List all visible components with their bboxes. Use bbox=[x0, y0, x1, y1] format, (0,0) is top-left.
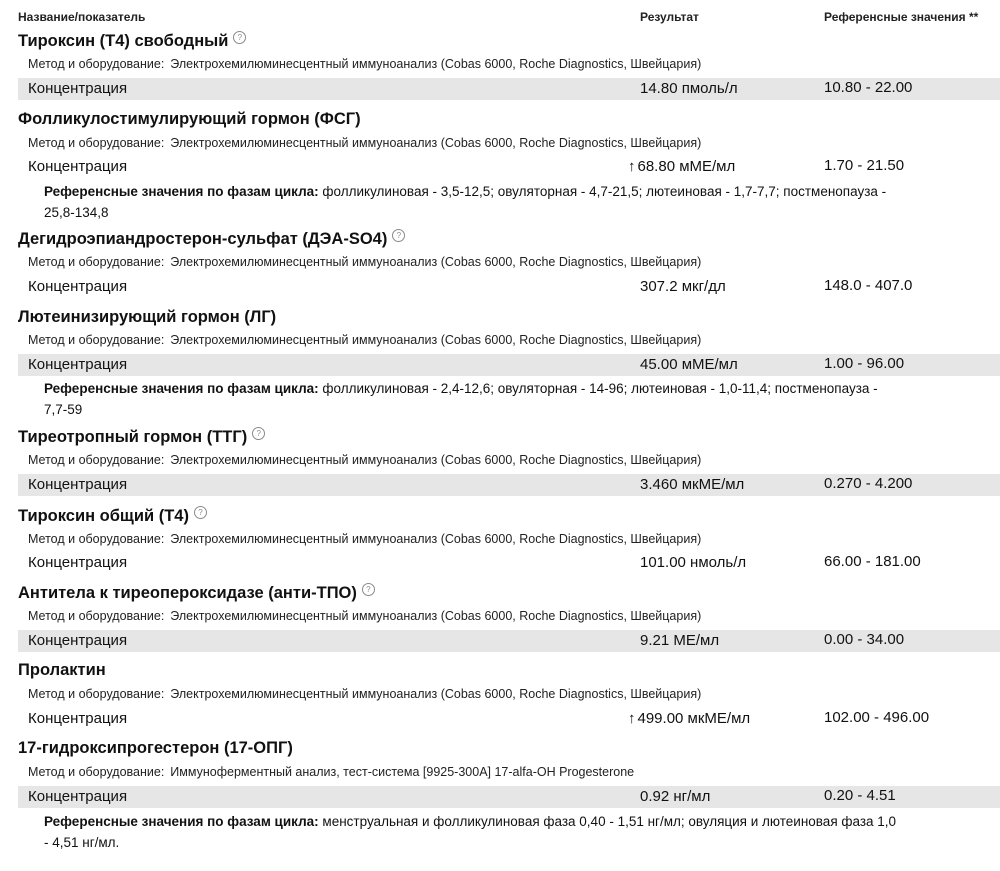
result-row bbox=[18, 156, 1000, 178]
test-title: Тироксин общий (Т4) ? bbox=[18, 506, 207, 526]
result-value: 307.2 мкг/дл bbox=[640, 278, 726, 295]
test-method: Метод и оборудование: Электрохемилюминесцентный иммуноанализ (Cobas 6000, Roche Diagnostics, Швейцария) bbox=[28, 453, 702, 467]
test-title: Пролактин bbox=[18, 661, 106, 679]
test-method: Метод и оборудование: Электрохемилюминесцентный иммуноанализ (Cobas 6000, Roche Diagnostics, Швейцария) bbox=[28, 609, 702, 623]
help-icon[interactable]: ? bbox=[233, 31, 246, 44]
param-name: Концентрация bbox=[28, 80, 128, 97]
test-method: Метод и оборудование: Электрохемилюминесцентный иммуноанализ (Cobas 6000, Roche Diagnostics, Швейцария) bbox=[28, 255, 702, 269]
test-title: Тиреотропный гормон (ТТГ) ? bbox=[18, 427, 265, 447]
result-value: 14.80 пмоль/л bbox=[640, 80, 738, 97]
test-title: Антитела к тиреопероксидазе (анти-ТПО) ? bbox=[18, 583, 375, 603]
result-row bbox=[18, 630, 1000, 652]
result-value: 45.00 мМЕ/мл bbox=[640, 356, 738, 373]
test-method: Метод и оборудование: Электрохемилюминесцентный иммуноанализ (Cobas 6000, Roche Diagnostics, Швейцария) bbox=[28, 532, 702, 546]
test-title: 17-гидроксипрогестерон (17-ОПГ) bbox=[18, 739, 293, 757]
param-name: Концентрация bbox=[28, 476, 128, 493]
reference-range: 148.0 - 407.0 bbox=[824, 277, 913, 294]
reference-range: 0.00 - 34.00 bbox=[824, 631, 905, 648]
column-header-reference: Референсные значения ** bbox=[824, 10, 979, 24]
help-icon[interactable]: ? bbox=[392, 229, 405, 242]
result-row bbox=[18, 354, 1000, 376]
reference-range: 66.00 - 181.00 bbox=[824, 553, 921, 570]
test-method: Метод и оборудование: Иммуноферментный анализ, тест-система [9925-300А] 17-alfa-OH Progesterone bbox=[28, 765, 635, 779]
help-icon[interactable]: ? bbox=[252, 427, 265, 440]
test-title: Лютеинизирующий гормон (ЛГ) bbox=[18, 308, 277, 326]
arrow-up-icon: ↑ bbox=[628, 158, 636, 175]
test-method: Метод и оборудование: Электрохемилюминесцентный иммуноанализ (Cobas 6000, Roche Diagnostics, Швейцария) bbox=[28, 687, 702, 701]
test-title: Фолликулостимулирующий гормон (ФСГ) bbox=[18, 110, 361, 128]
result-value: ↑ 68.80 мМЕ/мл bbox=[628, 158, 736, 175]
phase-reference-note: Референсные значения по фазам цикла: фолликулиновая - 3,5-12,5; овуляторная - 4,7-21,5; лютеиновая - 1,7-7,7; постменопауза - 25,8-134,8 bbox=[44, 184, 887, 220]
result-row bbox=[18, 708, 1000, 730]
reference-range: 0.270 - 4.200 bbox=[824, 475, 913, 492]
result-value: ↑ 499.00 мкМЕ/мл bbox=[628, 710, 751, 727]
phase-reference-note: Референсные значения по фазам цикла: фолликулиновая - 2,4-12,6; овуляторная - 14-96; лютеиновая - 1,0-11,4; постменопауза - 7,7-59 bbox=[44, 381, 878, 417]
reference-range: 1.00 - 96.00 bbox=[824, 355, 905, 372]
param-name: Концентрация bbox=[28, 788, 128, 805]
help-icon[interactable]: ? bbox=[362, 583, 375, 596]
result-row bbox=[18, 276, 1000, 298]
column-header-result: Результат bbox=[640, 10, 699, 24]
param-name: Концентрация bbox=[28, 158, 128, 175]
result-row bbox=[18, 78, 1000, 100]
param-name: Концентрация bbox=[28, 356, 128, 373]
result-value: 9.21 МЕ/мл bbox=[640, 632, 720, 649]
param-name: Концентрация bbox=[28, 710, 128, 727]
result-row bbox=[18, 786, 1000, 808]
test-title: Тироксин (Т4) свободный ? bbox=[18, 31, 246, 51]
arrow-up-icon: ↑ bbox=[628, 710, 636, 727]
param-name: Концентрация bbox=[28, 278, 128, 295]
result-value: 0.92 нг/мл bbox=[640, 788, 711, 805]
column-header-name: Название/показатель bbox=[18, 10, 146, 24]
test-method: Метод и оборудование: Электрохемилюминесцентный иммуноанализ (Cobas 6000, Roche Diagnostics, Швейцария) bbox=[28, 136, 702, 150]
test-method: Метод и оборудование: Электрохемилюминесцентный иммуноанализ (Cobas 6000, Roche Diagnostics, Швейцария) bbox=[28, 57, 702, 71]
reference-range: 102.00 - 496.00 bbox=[824, 709, 930, 726]
result-row bbox=[18, 552, 1000, 574]
phase-reference-note: Референсные значения по фазам цикла: менструальная и фолликулиновая фаза 0,40 - 1,51 нг/мл; овуляция и лютеиновая фаза 1,0 - 4,51 нг/мл. bbox=[44, 814, 897, 850]
help-icon[interactable]: ? bbox=[194, 506, 207, 519]
result-value: 101.00 нмоль/л bbox=[640, 554, 747, 571]
reference-range: 10.80 - 22.00 bbox=[824, 79, 913, 96]
test-method: Метод и оборудование: Электрохемилюминесцентный иммуноанализ (Cobas 6000, Roche Diagnostics, Швейцария) bbox=[28, 333, 702, 347]
reference-range: 1.70 - 21.50 bbox=[824, 157, 905, 174]
test-title: Дегидроэпиандростерон-сульфат (ДЭА-SO4) ? bbox=[18, 229, 405, 249]
result-row bbox=[18, 474, 1000, 496]
result-value: 3.460 мкМЕ/мл bbox=[640, 476, 745, 493]
param-name: Концентрация bbox=[28, 554, 128, 571]
param-name: Концентрация bbox=[28, 632, 128, 649]
reference-range: 0.20 - 4.51 bbox=[824, 787, 896, 804]
